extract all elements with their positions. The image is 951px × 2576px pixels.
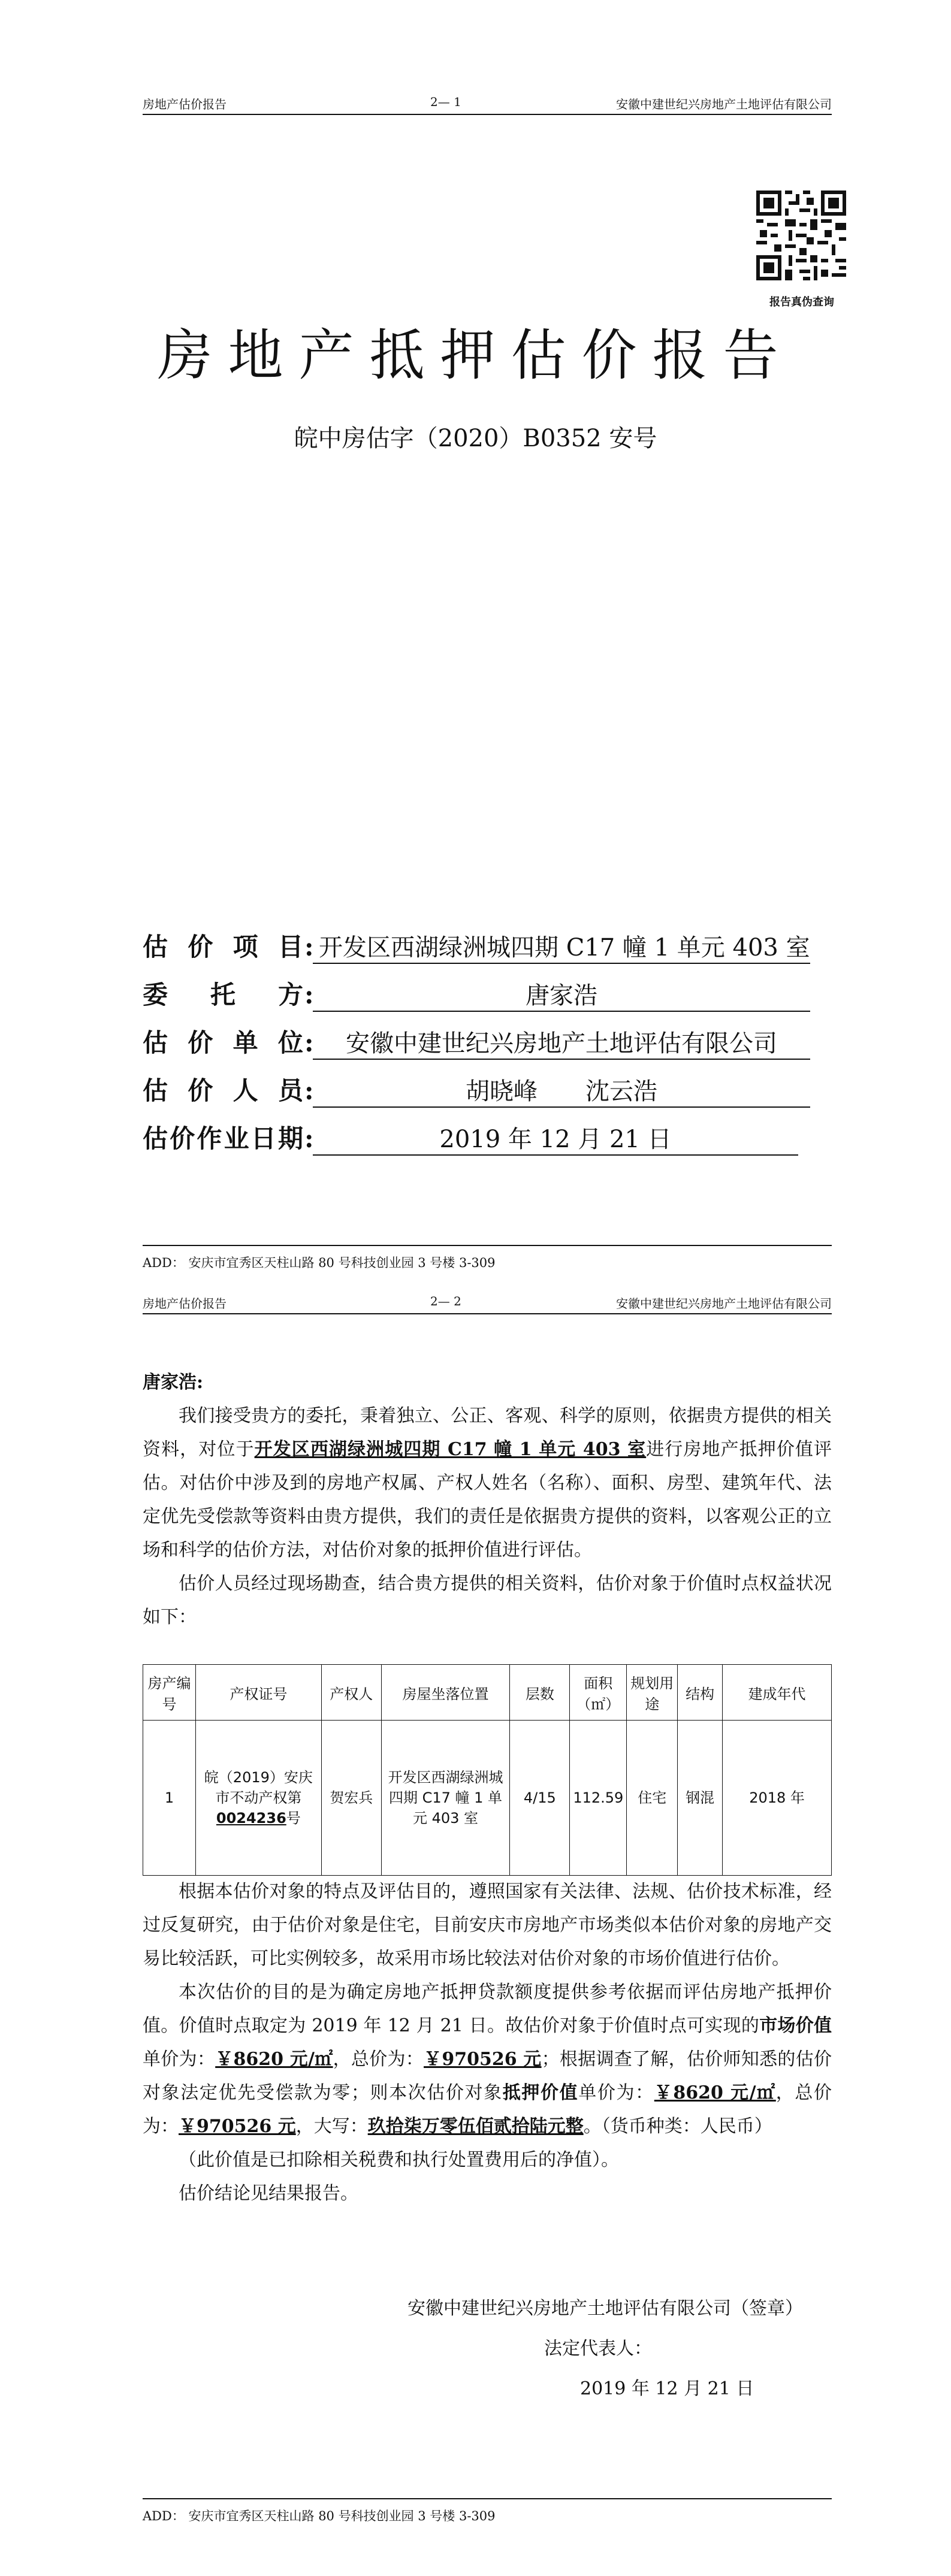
client-value: 唐家浩: [313, 976, 810, 1012]
paragraph-conclusion: 本次估价的目的是为确定房地产抵押贷款额度提供参考依据而评估房地产抵押价值。价值时点取定为 2019 年 12 月 21 日。故估价对象于价值时点可实现的市场价值单价为：￥8620 元/㎡，总价为：￥970526 元；根据调查了解，估价师知悉的估价对象法定优先受偿款为零；则本次估价对象抵押价值单价为：￥8620 元/㎡，总价为：￥970526 元，大写：玖拾柒万零伍佰贰拾陆元整。（货币种类：人民币）: [143, 1982, 832, 2137]
paragraph-method: 根据本估价对象的特点及评估目的，遵照国家有关法律、法规、估价技术标准，经过反复研究，由于估价对象是住宅，目前安庆市房地产市场类似本估价对象的房地产交易比较活跃，可比实例较多，故采用市场比较法对估价对象的市场价值进行估价。: [143, 1881, 832, 1969]
cover-row-appraiser-unit: 估价单位: 安徽中建世纪兴房地产土地评估有限公司: [143, 1023, 810, 1059]
report-title: 房地产抵押估价报告: [157, 323, 794, 388]
property-table: [143, 1664, 832, 1876]
mortgage-value-label: 抵押价值: [502, 2082, 579, 2103]
appraisers-value: 胡晓峰 沈云浩: [313, 1072, 810, 1108]
property-address: 开发区西湖绿洲城四期 C17 幢 1 单元 403 室: [254, 1439, 647, 1460]
cell-use: 住宅: [627, 1721, 678, 1876]
project-label: 估价项目: [143, 932, 304, 962]
table-header: 面积（㎡）: [570, 1665, 627, 1721]
qr-code-icon: [756, 191, 846, 280]
qr-label: 报告真伪查询: [769, 296, 834, 309]
header-right-text: 安徽中建世纪兴房地产土地评估有限公司: [616, 97, 832, 111]
table-header: 产权证号: [195, 1665, 321, 1721]
appraiser-unit-value: 安徽中建世纪兴房地产土地评估有限公司: [313, 1024, 810, 1060]
date-label: 估价作业日期: [143, 1124, 304, 1153]
page-footer: ADD： 安庆市宜秀区天柱山路 80 号科技创业园 3 号楼 3-309: [143, 1245, 832, 1271]
cover-row-client: 委托方: 唐家浩: [143, 975, 810, 1011]
date-value: 2019 年 12 月 21 日: [313, 1120, 798, 1156]
salutation: 唐家浩:: [143, 1372, 204, 1393]
header-page-number: 2— 1: [430, 95, 461, 109]
document-number: 皖中房估字（2020）B0352 安号: [294, 425, 657, 452]
header-right-text: 安徽中建世纪兴房地产土地评估有限公司: [616, 1296, 832, 1311]
header-left-text: 房地产估价报告: [143, 1296, 227, 1311]
cell-year: 2018 年: [723, 1721, 832, 1876]
cell-owner: 贺宏兵: [321, 1721, 381, 1876]
appraisers-label: 估价人员: [143, 1076, 304, 1105]
client-label: 委托方: [143, 980, 304, 1009]
table-row: [143, 1721, 832, 1876]
table-header: 规划用途: [627, 1665, 678, 1721]
project-value: 开发区西湖绿洲城四期 C17 幢 1 单元 403 室: [313, 929, 810, 964]
signature-representative: 法定代表人：: [544, 2338, 652, 2359]
table-header: 房屋坐落位置: [381, 1665, 510, 1721]
cover-row-appraisers: 估价人员: 胡晓峰 沈云浩: [143, 1071, 810, 1107]
capital-amount: 玖拾柒万零伍佰贰拾陆元整: [367, 2116, 584, 2137]
header-page-number: 2— 2: [430, 1294, 461, 1308]
table-header: 层数: [510, 1665, 570, 1721]
table-header-row: [143, 1665, 832, 1721]
mortgage-unit-price: ￥8620 元/㎡: [654, 2082, 776, 2103]
signature-company: 安徽中建世纪兴房地产土地评估有限公司（签章）: [407, 2298, 803, 2319]
cover-row-date: 估价作业日期: 2019 年 12 月 21 日: [143, 1119, 798, 1155]
paragraph-intro: 我们接受贵方的委托，秉着独立、公正、客观、科学的原则，依据贵方提供的相关资料，对位于开发区西湖绿洲城四期 C17 幢 1 单元 403 室进行房地产抵押价值评估。对估价中涉及到的房地产权属、产权人姓名（名称）、面积、房型、建筑年代、法定优先受偿款等资料由贵方提供，我们的责任是依据贵方提供的资料，以客观公正的立场和科学的估价方法，对估价对象的抵押价值进行评估。: [143, 1405, 832, 1561]
cover-row-project: 估价项目: 开发区西湖绿洲城四期 C17 幢 1 单元 403 室: [143, 927, 810, 963]
table-header: 房产编号: [143, 1665, 196, 1721]
market-total-price: ￥970526 元: [424, 2049, 542, 2070]
cell-certificate: 皖（2019）安庆市不动产权第0024236号: [195, 1721, 321, 1876]
page-header: [143, 1289, 832, 1314]
table-header: 结构: [678, 1665, 723, 1721]
table-header: 产权人: [321, 1665, 381, 1721]
appraiser-unit-label: 估价单位: [143, 1028, 304, 1057]
cell-no: 1: [143, 1721, 196, 1876]
header-left-text: 房地产估价报告: [143, 97, 227, 111]
letter-body-continued: [143, 1875, 832, 2211]
page-footer: ADD： 安庆市宜秀区天柱山路 80 号科技创业园 3 号楼 3-309: [143, 2498, 832, 2524]
letter-body: [143, 1366, 832, 1634]
market-unit-price: ￥8620 元/㎡: [215, 2049, 333, 2070]
signature-date: 2019 年 12 月 21 日: [580, 2378, 754, 2399]
table-header: 建成年代: [723, 1665, 832, 1721]
cell-structure: 钢混: [678, 1721, 723, 1876]
paragraph-net-value: （此价值是已扣除相关税费和执行处置费用后的净值）。: [179, 2149, 619, 2170]
cell-floors: 4/15: [510, 1721, 570, 1876]
cell-location: 开发区西湖绿洲城四期 C17 幢 1 单元 403 室: [381, 1721, 510, 1876]
page-header: [143, 90, 832, 115]
market-value-label: 市场价值: [759, 2015, 832, 2036]
mortgage-total-price: ￥970526 元: [179, 2116, 296, 2137]
cell-area: 112.59: [570, 1721, 627, 1876]
paragraph-survey: 估价人员经过现场勘查，结合贵方提供的相关资料，估价对象于价值时点权益状况如下：: [143, 1573, 832, 1628]
paragraph-see-report: 估价结论见结果报告。: [179, 2183, 358, 2204]
